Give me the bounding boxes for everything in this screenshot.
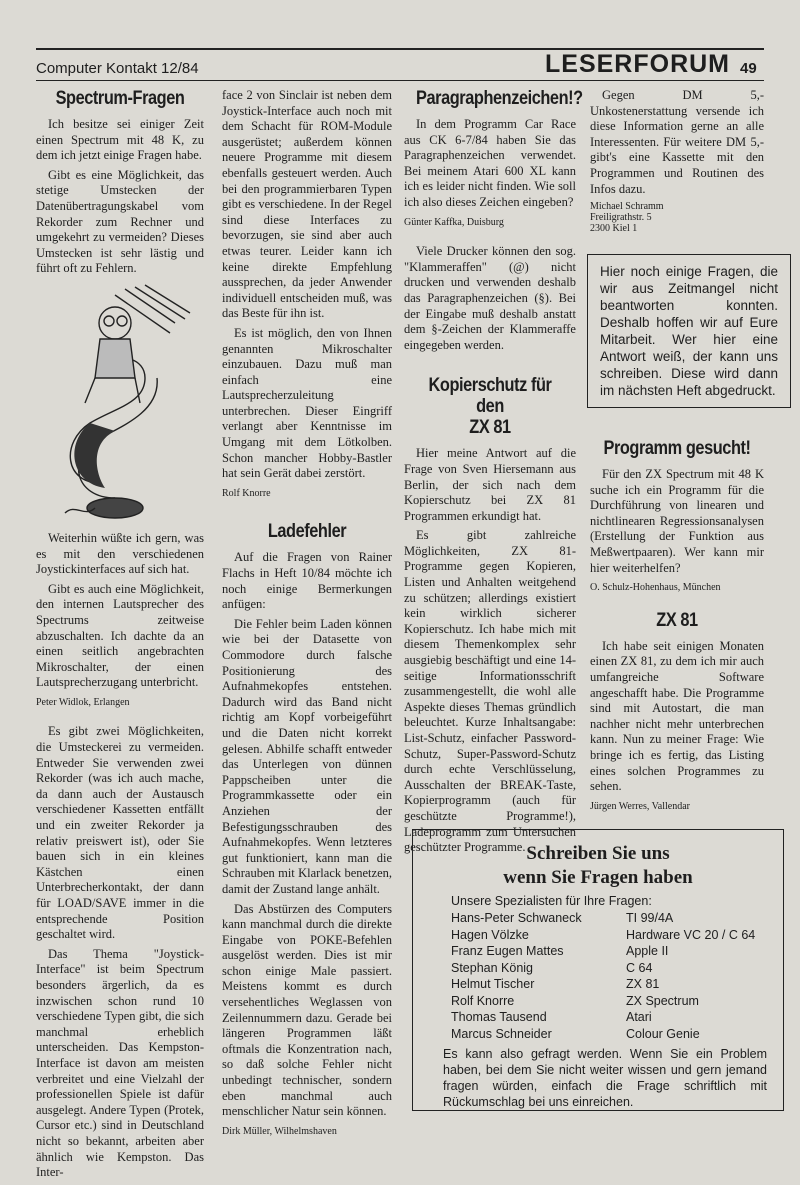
article-title-paragraphenzeichen: Paragraphenzeichen!? [416, 88, 583, 109]
article-title-spectrum: Spectrum-Fragen [55, 88, 185, 109]
specialist-name: Stephan König [451, 960, 534, 975]
author-signature: Rolf Knorre [222, 487, 271, 499]
specialist-name: Hagen Völzke [451, 927, 529, 942]
author-signature: Jürgen Werres, Vallendar [590, 800, 690, 812]
paragraph: Hier meine Antwort auf die Frage von Sven Hiersemann aus Berlin, der sich nach dem Kopierschutz bei ZX 81 Programmen erkundigt hat. [404, 446, 576, 523]
contact-title-line1: Schreiben Sie uns [526, 843, 670, 864]
paragraph: Ich besitze sei einiger Zeit einen Spectrum mit 48 K, zu dem ich jetzt einige Fragen habe. [36, 117, 204, 163]
specialist-name: Helmut Tischer [451, 977, 535, 991]
table-row [451, 993, 755, 1010]
author-signature: O. Schulz-Hohenhaus, München [590, 582, 721, 594]
specialist-system: Atari [626, 1010, 652, 1024]
address-name: Michael Schramm [590, 201, 664, 213]
table-row [451, 927, 755, 944]
paragraph: Ich habe seit einigen Monaten einen ZX 81, zu dem ich mir auch umfangreiche Software angeschafft habe. Die Programme sind mit Autostart, die man nachher nicht mehr unterbrechen kann. Nun zu meiner Frage: Wie bringe ich es fertig, das Listing eines solchen Programmes zu sehen. [590, 638, 764, 794]
page-number: 49 [740, 60, 757, 77]
specialist-system: Hardware VC 20 / C 64 [626, 927, 756, 942]
table-row [451, 976, 755, 993]
magazine-issue: Computer Kontakt 12/84 [36, 60, 199, 77]
paragraph: Viele Drucker können den sog. "Klammeraffen" (@) nicht drucken und verwenden deshalb das Paragraphenzeichen (§). Bei der Eingabe muß deshalb anstatt dem §-Zeichen der Klammeraffe eingegeben werden. [404, 244, 576, 352]
paragraph: Weiterhin wüßte ich gern, was es mit den verschiedenen Joystickinterfaces auf sich hat. [36, 530, 204, 577]
specialist-system: TI 99/4A [626, 911, 674, 925]
specialist-system: Colour Genie [626, 1026, 700, 1041]
specialist-system: ZX Spectrum [626, 993, 699, 1008]
header-rule [36, 80, 764, 81]
specialist-system: Apple II [626, 944, 669, 958]
editorial-notice-box [587, 254, 791, 408]
question-mark-illustration [45, 283, 195, 523]
paragraph: Gibt es auch eine Möglichkeit, den internen Lautsprecher des Spectrums zeitweise abzuschalten. Ich dachte da an einen seitlich angebrachten Mikroschalter, der einen Lautsprecherzugang unterbricht. [36, 581, 204, 690]
paragraph: Es gibt zwei Möglichkeiten, die Umsteckerei zu vermeiden. Entweder Sie verwenden zwei Rekorder (was ich auch mache, da dann auch der Austausch verschiedener Kassetten entfällt und ein zweiter Rekorder ja relativ preiswert ist), oder Sie bauen sich in ein kleines Kästchen einen Unterbrecherkontakt, der dann für LOAD/SAVE immer in die entsprechende Position geschaltet wird. [36, 724, 204, 942]
article-title-programm-gesucht: Programm gesucht! [603, 438, 751, 459]
contact-outro: Es kann also gefragt werden. Wenn Sie ein Problem haben, bei dem Sie nicht weiter wissen und gern jemand fragen würden, einfach die Frage schriftlich mit Rückumschlag bei uns einreichen. [443, 1047, 767, 1109]
paragraph: Auf die Fragen von Rainer Flachs in Heft 10/84 möchte ich noch einige Bermerkungen anfügen: [222, 550, 392, 612]
table-row [451, 960, 755, 977]
column-1 [36, 88, 204, 1185]
contact-title-line2: wenn Sie Fragen haben [503, 867, 693, 888]
specialist-name: Hans-Peter Schwaneck [451, 911, 582, 925]
section-title: LESERFORUM [545, 50, 730, 78]
editorial-notice-text: Hier noch einige Fragen, die wir aus Zeitmangel nicht beantworten konnten. Deshalb hoffen wir auf Eure Mitarbeit. Wer hier eine Antwort weiß, der kann uns schreiben. Diese wird dann im nächsten Heft abgedruckt. [600, 264, 778, 398]
paragraph: Es ist möglich, den von Ihnen genannten Mikroschalter einzubauen. Dazu muß man einfach eine Lautsprecherzuleitung unterbrechen. Dieser Eingriff verlangt aber Kenntnisse im Umgang mit dem Lötkolben. Schon mancher Hobby-Bastler hat sein Gerät dabei zerstört. [222, 325, 392, 481]
paragraph: In dem Programm Car Race aus CK 6-7/84 haben Sie das Paragraphenzeichen verwendet. Bei meinem Atari 600 XL kann ich es leider nicht finden. Wie soll ich also dieses Zeichen eingeben? [404, 117, 576, 209]
column-2 [222, 88, 392, 1153]
column-4-lower [590, 438, 764, 828]
column-4 [590, 88, 764, 234]
paragraph: face 2 von Sinclair ist neben dem Joystick-Interface auch noch mit dem Schacht für ROM-Module ausgerüstet; außerdem können neuere Programme mit diesem ebenfalls gesteuert werden. Auch bei den programmierbaren Typen gibt es verschiedene. In der Regel sind diese Interfaces zu bevorzugen, sie sind aber auch etwas teurer. Leider kann ich keine direkte Empfehlung aussprechen, da jeder Anwender individuell entscheiden muß, was das Beste für ihn ist. [222, 88, 392, 321]
article-title-kopierschutz: Kopierschutz für den [428, 375, 552, 418]
specialist-name: Marcus Schneider [451, 1026, 552, 1041]
paragraph: Das Abstürzen des Computers kann manchmal durch die direkte Eingabe von POKE-Befehlen ausgelöst werden. Dies ist mir schon einige Male passiert. Meistens kommt es durch versehentliches Weglassen von Zeilennummern dazu. Gerade bei längeren Programmen läßt oftmals die Konzentration nach, so daß solche Fehler nicht unbedingt technischer, sondern eben manchmal auch menschlicher Natur sein können. [222, 901, 392, 1119]
article-title-ladefehler: Ladefehler [267, 521, 347, 543]
specialist-name: Franz Eugen Mattes [451, 944, 564, 958]
table-row [451, 910, 755, 927]
table-row [451, 1009, 755, 1026]
table-row [451, 943, 755, 960]
specialist-system: C 64 [626, 960, 653, 975]
article-title-zx81: ZX 81 [656, 609, 698, 631]
author-signature: Günter Kaffka, Duisburg [404, 216, 504, 228]
paragraph: Gegen DM 5,- Unkostenerstattung versende ich diese Information gerne an alle Interessenten. Für weitere DM 5,- gibt's eine Kassette mit den Programmen und Routinen des Infos dazu. [590, 88, 764, 196]
specialist-name: Rolf Knorre [451, 993, 515, 1008]
paragraph: Es gibt zahlreiche Möglichkeiten, ZX 81-Programme gegen Kopieren, Listen und Anhalten weitgehend zu schützen; allerdings existiert kein wirklich sicherer Kopierschutz. Ich habe mich mit diesem Themenkomplex sehr ausgiebig beschäftigt und eine 14-seitige Informationsschrift zusammengestellt, die wohl alle Aspekte dieses Themas gründlich beleuchtet. Kurze Inhaltsangabe: List-Schutz, einfacher Password-Schutz, Super-Password-Schutz durch echte Verschlüsselung, Ausschalten der BREAK-Taste, Kopierprogramm (auch für geschützte Programme!), Ladeprogramm zum Untersuchen geschützter Programme. [404, 528, 576, 855]
paragraph: Die Fehler beim Laden können wie bei der Datasette von Commodore durch falsche Positionierung des Aufnahmekopfes entstehen. Dadurch wird das Band nicht richtig am Kopf vorbeigeführt und die Daten nicht korrekt gelesen. Abhilfe schafft entweder das Unterlegen von dünnen Pappscheiben unter die Programmkassette oder ein Anziehen der Befestigungsschrauben des Aufnahmekopfes. Wenn letzteres gut funktioniert, kann man die Schrauben mit Klarlack benetzen, damit der Zustand lange anhält. [222, 616, 392, 896]
paragraph: Gibt es eine Möglichkeit, das stetige Umstecken der Datenübertragungskabel vom Rekorder zum Rechner und umgekehrt zu vermeiden? Dieses Umstecken ist sehr lästig und führt oft zu Fehlern. [36, 167, 204, 276]
paragraph: Das Thema "Joystick-Interface" ist beim Spectrum besonders ärgerlich, da es inzwischen schon rund 10 verschiedene Typen gibt, die sich manchmal erheblich unterscheiden. Das Kempston-Interface ist davon am meisten verbreitet und eine Vielzahl der professionellen Spiele ist dafür ausgelegt. Andere Typen (Protek, Cursor etc.) sind in Deutschland nicht so bekannt, arbeiten aber ähnlich wie Kempston. Das Inter- [36, 946, 204, 1180]
address-city: 2300 Kiel 1 [590, 223, 638, 235]
article-title-kopierschutz-line2: ZX 81 [469, 417, 511, 439]
author-signature: Peter Widlok, Erlangen [36, 696, 130, 708]
specialist-system: ZX 81 [626, 977, 660, 991]
contact-intro: Unsere Spezialisten für Ihre Fragen: [451, 894, 652, 908]
specialist-name: Thomas Tausend [451, 1010, 547, 1024]
table-row [451, 1026, 755, 1043]
specialists-table [451, 910, 755, 1042]
contact-box [412, 829, 784, 1111]
author-signature: Dirk Müller, Wilhelmshaven [222, 1125, 337, 1137]
column-3 [404, 88, 583, 860]
paragraph: Für den ZX Spectrum mit 48 K suche ich ein Programm für die Durchführung von linearen und nichtlinearen Regressionsanalysen (Erstellung der Funktion aus Meßwertpaaren). Wer kann mir hier weiterhelfen? [590, 467, 764, 575]
address-street: Freiligrathstr. 5 [590, 212, 652, 224]
